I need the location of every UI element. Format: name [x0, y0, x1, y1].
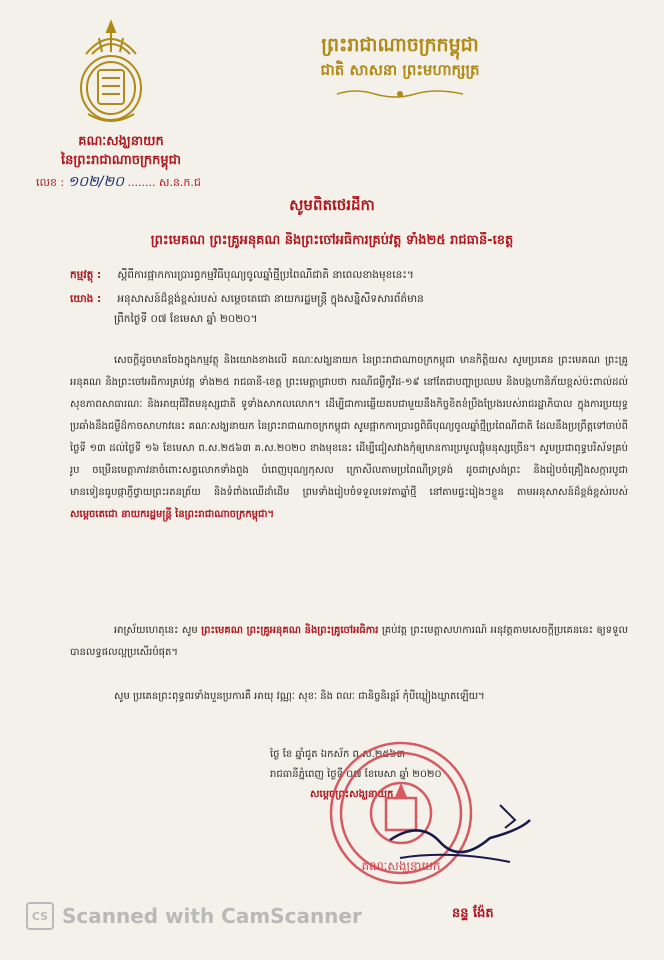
reference-line — [70, 288, 630, 310]
reference-number: លេខ : ១០២/២០ ........ ស.ន.ក.ជ — [36, 174, 201, 190]
lunar-date: ថ្ងៃ ខែ ឆ្នាំជូត ឯកស័ក ព.ស.២៥៦៣ — [270, 749, 406, 760]
solar-date: រាជធានីភ្នំពេញ ថ្ងៃទី ០៧ ខែមេសា ឆ្នាំ ២០២០ — [270, 769, 442, 780]
subject-text: ស្ដីពីការផ្អាកការប្រារព្ធកម្មវិធីបុណ្យចូលឆ្នាំថ្មីប្រពៃណីជាតិ នាពេលខាងមុខនេះ។ — [117, 269, 414, 281]
seal-text: គណៈសង្ឃនាយក — [361, 859, 441, 873]
document-title: សូមពិតថេរដីកា — [289, 196, 375, 214]
org-line-2: នៃព្រះរាជាណាចក្រកម្ពុជា — [60, 153, 182, 168]
body-paragraph-3: សូម ប្រគេនព្រះពុទ្ធពរទាំងបួនប្រការគឺ អាយុ វណ្ណៈ សុខៈ និង ពលៈ ជានិច្ចនិរន្តរ៍ កុំបីឃ្លៀងឃ្លាតឡើយ។ — [114, 691, 485, 702]
camscanner-watermark — [26, 902, 362, 930]
handwritten-signature-icon — [380, 800, 540, 870]
reference-label: យោង : — [70, 293, 102, 305]
sangha-emblem-icon — [66, 18, 156, 128]
kingdom-header — [250, 32, 550, 82]
reference-text-1: អនុសាសន៍ដ៏ខ្ពង់ខ្ពស់របស់ សម្ដេចតេជោ នាយករដ្ឋមន្ត្រី ក្នុងសន្និសីទសារព័ត៌មាន — [117, 293, 424, 305]
camscanner-logo-icon: CS — [26, 902, 54, 930]
issuing-organization — [36, 132, 206, 170]
signatory-office: សម្ដេចព្រះសង្ឃនាយក — [310, 789, 394, 800]
body-paragraph-1: សេចក្ដីដូចមានចែងក្នុងកម្មវត្ថុ និងយោងខាងលើ គណៈសង្ឃនាយក នៃព្រះរាជាណាចក្រកម្ពុជា មានកិត្តិយស សូមប្រគេន ព្រះមេគណ ព្រះគ្រូអនុគណ និងព្រះចៅអធិការគ្រប់វត្ត ទាំង២៥ រាជធានី-ខេត្ត ព្រះមេត្តាជ្រាបថា ករណីជម្ងឺកូវីដ-១៩ នៅតែជាបញ្ហាប្រឈម និងបង្កហានិភ័យខ្ពស់ប៉ះពាល់ដល់សុខភាពសាធារណៈ និងអាយុជីវិតមនុស្សជាតិ ទូទាំងសាកលលោក។ ដើម្បីជាការឆ្លើយតបជាមួយនឹងកិច្ចខិតខំប្រឹងប្រែងរបស់រាជរដ្ឋាភិបាល ក្នុងការប្រយុទ្ធប្រឆាំងនឹងជម្ងឺដ៏កាចសាហាវនេះ គណៈសង្ឃនាយក នៃព្រះរាជាណាចក្រកម្ពុជា សូមផ្អាកការប្រារព្ធពិធីបុណ្យចូលឆ្នាំថ្មីប្រពៃណីជាតិ ដែលនឹងប្រព្រឹត្តទៅចាប់ពីថ្ងៃទី ១៣ ដល់ថ្ងៃទី ១៦ ខែមេសា ព.ស.២៥៦៣ គ.ស.២០២០ ខាងមុខនេះ ដើម្បីជៀសវាងកុំឲ្យមានការប្រមូលផ្ដុំមនុស្សច្រើន។ សូមប្រជាពុទ្ធបរិស័ទគ្រប់រូប ចម្រើនមេត្តាភាវនាចំពោះសត្វលោកទាំងពួង បំពេញបុណ្យកុសល ក្រោសីលតាមប្រពៃណីទ្រទ្រង់ ដូចជាស្រង់ព្រះ និងរៀបចំគ្រឿងសក្ការបូជា មានទៀនធូបផ្កាភ្ញីថ្វាយព្រះរតនត្រ័យ និងទំពាំងឈើដាំដើម ព្រមទាំងរៀបចំទទួលទេវតាឆ្នាំថ្មី នៅតាមផ្ទះរៀងៗខ្លួន តាមអនុសាសន៍ដ៏ខ្ពង់ខ្ពស់របស់ សម្ដេចតេជោ នាយករដ្ឋមន្ត្រី នៃព្រះរាជាណាចក្រកម្ពុជា។ — [70, 355, 628, 520]
addressee-line: ព្រះមេគណ ព្រះគ្រូអនុគណ និងព្រះចៅអធិការគ្រប់វត្ត ទាំង២៥ រាជធានី-ខេត្ត — [150, 233, 514, 248]
watermark-text: Scanned with CamScanner — [62, 904, 362, 928]
ornament-divider-icon — [335, 88, 465, 100]
body-paragraph-2: អាស្រ័យហេតុនេះ សូម ព្រះមេគណ ព្រះគ្រូអនុគណ និងព្រះគ្រូចៅអធិការ គ្រប់វត្ត ព្រះមេត្តាសហការណ៍ អនុវត្តតាមសេចក្ដីប្រគេននេះ ឲ្យទទួលបានលទ្ធផលល្អប្រសើរបំផុត។ — [70, 625, 628, 658]
body-paragraph-1-emphasis: សម្ដេចតេជោ នាយករដ្ឋមន្ត្រី នៃព្រះរាជាណាចក្រកម្ពុជា។ — [70, 509, 275, 520]
subject-label: កម្មវត្ថុ : — [70, 269, 102, 281]
org-line-1: គណៈសង្ឃនាយក — [78, 134, 164, 149]
kingdom-motto: ជាតិ សាសនា ព្រះមហាក្សត្រ — [320, 61, 480, 79]
kingdom-title: ព្រះរាជាណាចក្រកម្ពុជា — [321, 34, 479, 56]
signer-name: នន្ទ ង៉ែត — [452, 906, 494, 921]
reference-handwritten: ១០២/២០ — [67, 174, 124, 190]
subject-line — [70, 264, 630, 286]
body-paragraph-2-emphasis: ព្រះមេគណ ព្រះគ្រូអនុគណ និងព្រះគ្រូចៅអធិការ — [201, 625, 379, 636]
reference-line-2: ព្រឹកថ្ងៃទី ០៧ ខែមេសា ឆ្នាំ ២០២០។ — [114, 313, 258, 325]
